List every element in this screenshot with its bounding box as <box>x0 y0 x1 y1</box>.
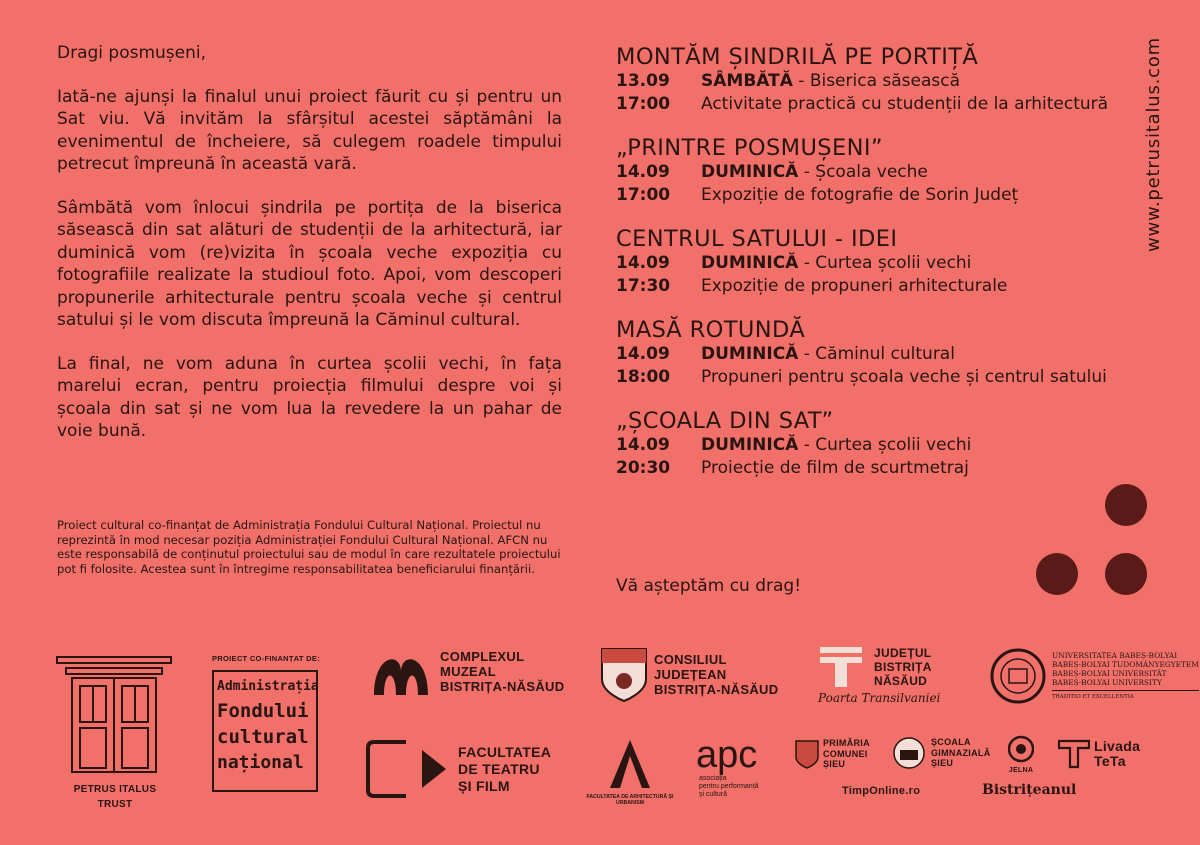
event-time: 17:00 <box>616 93 671 114</box>
logo-line: GIMNAZIALĂ <box>931 747 991 758</box>
funding-disclaimer: Proiect cultural co-finanțat de Administrația Fondului Cultural Național. Proiectul nu reprezintă în mod necesar poziția Administrației Fondului Cultural Național. AFCN nu este responsabilă de conținutul proiectului sau de modul în care rezultatele proiectului pot fi folosite. Acestea sunt în întregime responsabilitatea beneficiarului finanțării. <box>57 518 561 576</box>
play-frame-icon <box>366 740 450 798</box>
judet-text <box>874 646 932 688</box>
logo-line: BISTRIȚA-NĂSĂUD <box>440 678 565 694</box>
event-date: 14.09 <box>616 253 670 273</box>
teatru-film-logo <box>366 740 551 798</box>
event-description: Expoziție de propuneri arhitecturale <box>701 275 1008 296</box>
letter-paragraph: La final, ne vom aduna în curtea școlii vechi, în fața marelui ecran, pentru proiecția filmului despre voi și școala din sat și ne vom lua la revedere la un pahar de voie bună. <box>57 353 562 441</box>
event-day: SÂMBĂTĂ <box>701 71 793 91</box>
petrus-logo-text: PETRUS ITALUS TRUST <box>73 784 157 810</box>
letter-a-icon <box>608 738 652 790</box>
logo-line: NĂSĂUD <box>874 674 928 688</box>
arhitectura-text: FACULTATEA DE ARHITECTURĂ ȘI URBANISM <box>586 794 674 806</box>
event-item <box>616 44 1161 115</box>
event-day: DUMINICĂ <box>701 344 799 364</box>
decorative-dot <box>1036 553 1078 595</box>
consiliu-judetean-logo <box>600 645 778 703</box>
logo-line: JUDEȚEAN <box>654 666 727 682</box>
event-date: 14.09 <box>616 162 670 182</box>
letter-paragraph: Iată-ne ajunși la finalul unui proiect făurit cu și pentru un Sat viu. Vă invităm la sfârșitul acestei săptămâni la evenimentul de încheiere, să culegem roadele timpului petrecut împreună în această vară. <box>57 86 562 174</box>
afcn-line: Fondului <box>217 700 309 722</box>
apc-wordmark: apc <box>696 734 758 776</box>
university-seal-icon <box>990 648 1046 704</box>
decorative-dot <box>1105 553 1147 595</box>
event-day: DUMINICĂ <box>701 253 799 273</box>
teta-t-icon <box>1058 739 1090 769</box>
logo-line: MUZEAL <box>440 663 496 679</box>
letter-paragraph: Sâmbătă vom înlocui șindrila pe portița de la biserica săsească din sat alături de studenții de la arhitectură, iar duminică vom (re)vizita în școala veche expoziția cu fotografiile realizate la studioul foto. Apoi, vom descoperi propunerile arhitecturale pentru școala veche și centrul satului și le vom discuta împreună la Căminul cultural. <box>57 197 562 330</box>
logo-line: COMPLEXUL <box>440 648 525 664</box>
logo-line: BABEȘ-BOLYAI UNIVERSITÄT <box>1052 668 1167 678</box>
event-day: DUMINICĂ <box>701 162 799 182</box>
event-description: Proiecție de film de scurtmetraj <box>701 457 969 478</box>
logo-line: UNIVERSITATEA BABEȘ-BOLYAI <box>1052 650 1178 660</box>
event-item <box>616 226 1161 297</box>
event-place: - Biserica săsească <box>792 71 961 91</box>
teatru-text <box>458 744 551 795</box>
primaria-text <box>823 738 870 770</box>
closing-line: Vă așteptăm cu drag! <box>616 576 802 596</box>
gate-icon <box>818 645 864 689</box>
ubb-logo <box>990 648 1199 704</box>
event-item <box>616 317 1161 388</box>
livada-teta-logo <box>1058 739 1140 769</box>
county-crest-icon <box>600 645 648 703</box>
logo-line: DE TEATRU <box>458 760 540 777</box>
afcn-caption: PROIECT CO-FINANȚAT DE: <box>212 654 321 663</box>
logo-line: COMUNEI <box>823 748 868 759</box>
apc-logo <box>696 735 759 799</box>
logo-line: ȘIEU <box>823 759 846 769</box>
logo-line: ȘIEU <box>931 758 954 769</box>
complex-muzeal-logo <box>370 645 564 697</box>
event-place: - Căminul cultural <box>798 344 955 364</box>
logo-line: ȘCOALA <box>931 737 971 748</box>
logo-line: BABEȘ-BOLYAI UNIVERSITY <box>1052 677 1162 687</box>
afcn-line: național <box>217 752 304 773</box>
event-item <box>616 135 1161 206</box>
event-title: CENTRUL SATULUI - IDEI <box>616 226 898 252</box>
scoala-sieu-logo <box>890 736 991 770</box>
commune-crest-icon <box>795 739 819 769</box>
jelna-text: JELNA <box>1008 767 1034 774</box>
judetul-bistrita-logo <box>818 645 968 705</box>
apc-subtitle <box>699 775 759 799</box>
logo-line: ȘI FILM <box>458 777 510 794</box>
jelna-emblem-icon <box>1008 735 1034 763</box>
logo-line: FACULTATEA <box>458 743 552 760</box>
event-time: 18:00 <box>616 366 671 387</box>
afcn-line: cultural <box>217 726 309 748</box>
logo-line: Livada <box>1094 738 1141 754</box>
timponline-logo: TimpOnline.ro <box>842 785 921 797</box>
afcn-logo <box>212 654 330 792</box>
house-facade-icon <box>56 656 172 776</box>
event-time: 20:30 <box>616 457 671 478</box>
bistriteanul-logo: Bistrițeanul <box>982 782 1077 798</box>
event-place: - Școala veche <box>798 162 928 182</box>
logo-line: pentru performanță <box>699 783 759 790</box>
afcn-line: Administrația <box>217 679 319 694</box>
museum-m-icon <box>370 645 432 697</box>
event-day: DUMINICĂ <box>701 435 799 455</box>
primaria-sieu-logo <box>795 738 870 770</box>
petrus-italus-logo <box>56 656 174 812</box>
logo-line: JUDEȚUL <box>874 646 932 660</box>
logo-line: BISTRIȚA <box>874 660 932 674</box>
greeting: Dragi posmușeni, <box>57 43 207 63</box>
logo-line: BISTRIȚA-NĂSĂUD <box>654 681 779 697</box>
complex-text <box>440 649 564 694</box>
school-badge-icon <box>890 736 928 770</box>
event-item <box>616 408 1161 479</box>
event-place: - Curtea școlii vechi <box>798 253 972 273</box>
event-time: 17:00 <box>616 184 671 205</box>
logo-line: TeTa <box>1094 753 1126 769</box>
event-description: Expoziție de fotografie de Sorin Județ <box>701 184 1019 205</box>
logo-line: CONSILIUL <box>654 651 727 667</box>
scoala-text <box>931 737 991 769</box>
consiliu-text <box>654 652 778 697</box>
invitation-letter <box>57 42 562 464</box>
event-time: 17:30 <box>616 275 671 296</box>
logo-line: PRIMĂRIA <box>823 738 870 748</box>
event-place: - Curtea școlii vechi <box>798 435 972 455</box>
event-date: 14.09 <box>616 344 670 364</box>
event-date: 14.09 <box>616 435 670 455</box>
livada-text <box>1094 739 1140 769</box>
ubb-motto: TRADITIO ET EXCELLENTIA <box>1052 690 1199 702</box>
event-description: Propuneri pentru școala veche și centrul satului <box>701 366 1107 387</box>
event-title: „ȘCOALA DIN SAT” <box>616 408 834 434</box>
jelna-logo <box>1003 735 1039 775</box>
event-description: Activitate practică cu studenții de la arhitectură <box>701 93 1109 114</box>
afcn-wordmark <box>212 670 318 792</box>
event-date: 13.09 <box>616 71 670 91</box>
event-schedule <box>616 44 1161 499</box>
logo-line: asociația <box>699 775 727 782</box>
event-title: MONTĂM ȘINDRILĂ PE PORTIȚĂ <box>616 44 979 70</box>
logo-line: BABEȘ-BOLYAI TUDOMÁNYEGYETEM <box>1052 659 1199 669</box>
event-title: „PRINTRE POSMUȘENI” <box>616 135 883 161</box>
judet-slogan: Poarta Transilvaniei <box>818 691 941 705</box>
decorative-dot <box>1105 484 1147 526</box>
ubb-text <box>1052 651 1199 702</box>
arhitectura-logo <box>578 738 682 806</box>
website-link[interactable]: www.petrusitalus.com <box>1143 36 1164 252</box>
event-title: MASĂ ROTUNDĂ <box>616 317 806 343</box>
logo-line: și cultură <box>699 791 728 798</box>
